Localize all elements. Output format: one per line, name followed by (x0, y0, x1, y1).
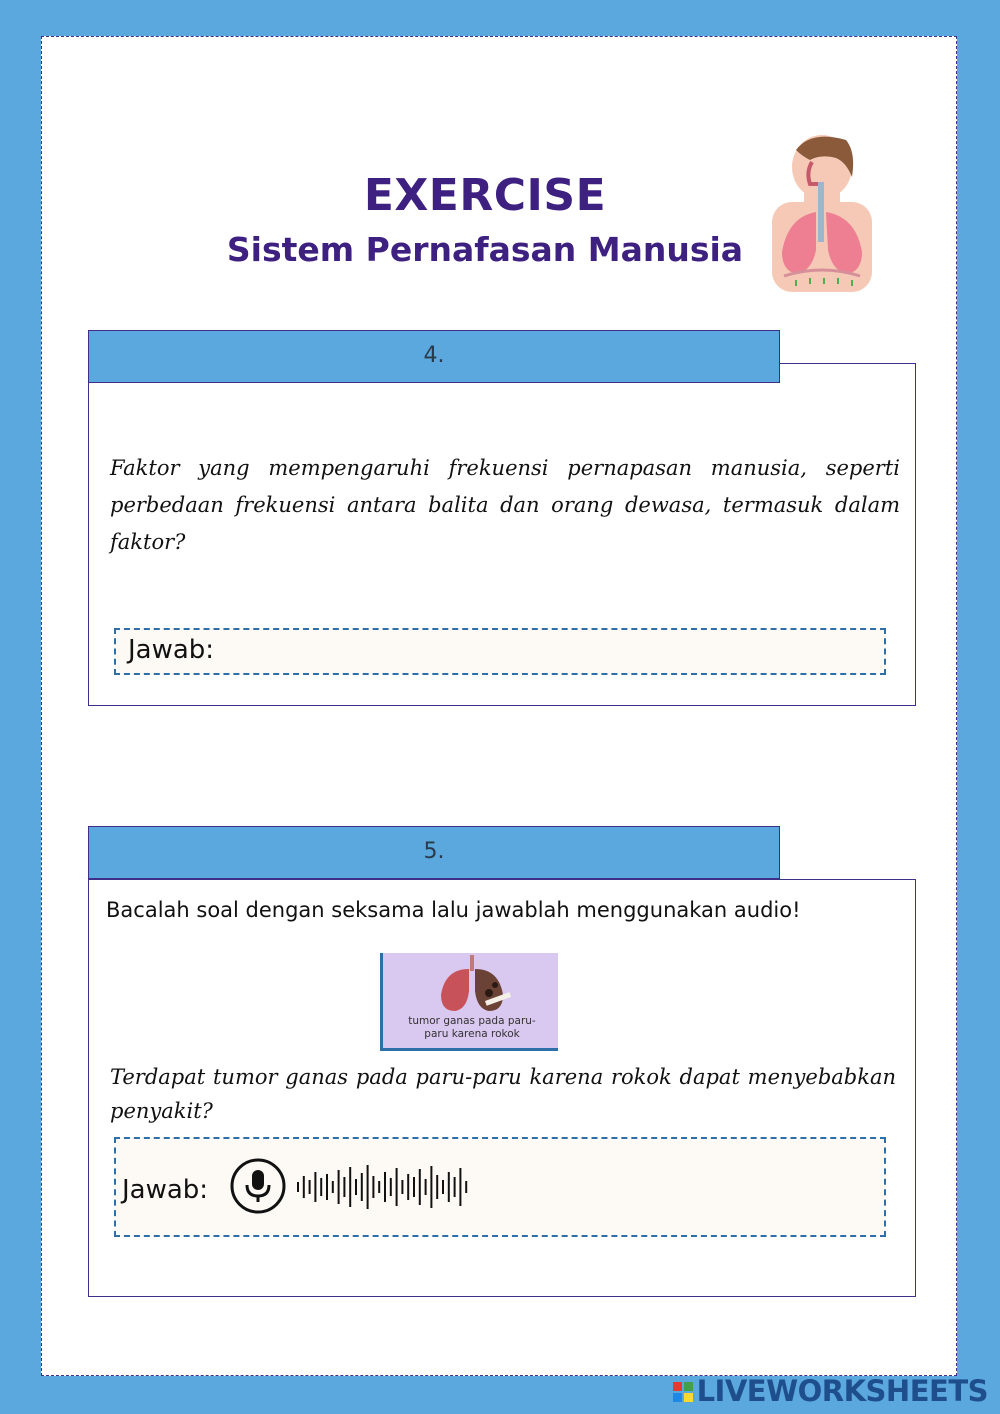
microphone-icon[interactable] (230, 1158, 286, 1214)
question-text-5: Terdapat tumor ganas pada paru-paru karena rokok dapat menyebabkan penyakit? (110, 1065, 896, 1123)
image-caption: tumor ganas pada paru-paru karena rokok (408, 1015, 536, 1040)
lungs-icon (433, 955, 513, 1015)
smoker-lungs-image (380, 953, 558, 1051)
page-title: EXERCISE (363, 170, 607, 221)
liveworksheets-logo-icon (673, 1382, 693, 1402)
answer-label-4: Jawab: (128, 635, 215, 665)
question-text-4: Faktor yang mempengaruhi frekuensi pernapasan manusia, seperti perbedaan frekuensi antara balita dan orang dewasa, termasuk dalam faktor? (110, 456, 900, 554)
answer-box-4[interactable] (114, 628, 886, 675)
question-number-4: 4. (88, 330, 780, 383)
question-instruction-5: Bacalah soal dengan seksama lalu jawablah menggunakan audio! (106, 898, 801, 922)
question-number-5: 5. (88, 826, 780, 879)
liveworksheets-watermark (673, 1374, 988, 1408)
respiratory-system-icon (766, 132, 878, 292)
answer-label-5: Jawab: (122, 1175, 209, 1205)
watermark-text: LIVEWORKSHEETS (696, 1374, 988, 1408)
audio-waveform (296, 1163, 472, 1211)
page-subtitle: Sistem Pernafasan Manusia (226, 230, 744, 269)
